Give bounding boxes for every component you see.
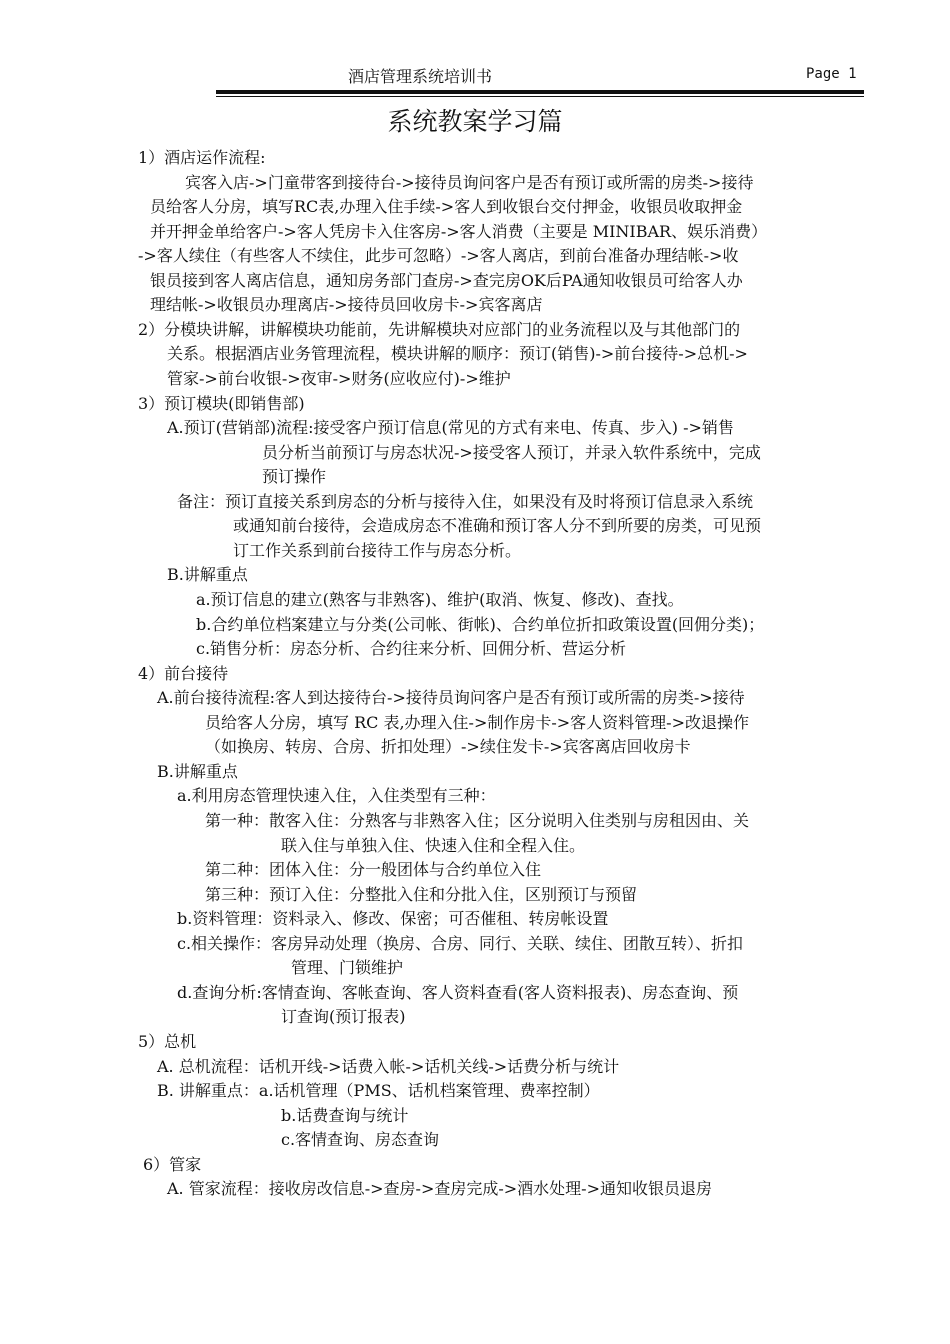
text-line: 2）分模块讲解，讲解模块功能前，先讲解模块对应部门的业务流程以及与其他部门的 xyxy=(138,320,741,339)
document-title: 系统教案学习篇 xyxy=(387,107,563,136)
text-line: 第一种：散客入住：分熟客与非熟客入住；区分说明入住类别与房租因由、关 xyxy=(205,811,750,830)
text-line: 并开押金单给客户->客人凭房卡入住客房->客人消费（主要是 MINIBAR、娱乐消费） xyxy=(150,222,768,241)
text-line: 关系。根据酒店业务管理流程，模块讲解的顺序：预订(销售)->前台接待->总机-> xyxy=(167,344,748,363)
text-line: 4）前台接待 xyxy=(138,664,229,683)
text-line: c.相关操作：客房异动处理（换房、合房、同行、关联、续住、团散互转）、折扣 xyxy=(177,934,744,953)
text-line: A.前台接待流程:客人到达接待台->接待员询问客户是否有预订或所需的房类->接待 xyxy=(157,688,745,707)
text-line: A. 管家流程：接收房改信息->查房->查房完成->酒水处理->通知收银员退房 xyxy=(167,1179,712,1198)
text-line: 宾客入店->门童带客到接待台->接待员询问客户是否有预订或所需的房类->接待 xyxy=(185,173,754,192)
text-line: A.预订(营销部)流程:接受客户预订信息(常见的方式有来电、传真、步入) ->销售 xyxy=(167,418,734,437)
text-line: 备注：预订直接关系到房态的分析与接待入住，如果没有及时将预订信息录入系统 xyxy=(177,492,754,511)
text-line: 或通知前台接待，会造成房态不准确和预订客人分不到所要的房类，可见预 xyxy=(233,516,762,535)
text-line: 理结帐->收银员办理离店->接待员回收房卡->宾客离店 xyxy=(150,295,543,314)
text-line: 第三种：预订入住：分整批入住和分批入住，区别预订与预留 xyxy=(205,885,638,904)
header-page-label: Page 1 xyxy=(806,66,857,82)
text-line: ->客人续住（有些客人不续住，此步可忽略）->客人离店，到前台准备办理结帐->收 xyxy=(138,246,739,265)
text-line: 管家->前台收银->夜审->财务(应收应付)->维护 xyxy=(167,369,511,388)
text-line: 联入住与单独入住、快速入住和全程入住。 xyxy=(281,836,586,855)
header-rule-thin xyxy=(216,96,864,97)
text-line: c.客情查询、房态查询 xyxy=(281,1130,440,1149)
text-line: A. 总机流程：话机开线->话费入帐->话机关线->话费分析与统计 xyxy=(157,1057,620,1076)
text-line: （如换房、转房、合房、折扣处理）->续住发卡->宾客离店回收房卡 xyxy=(205,737,691,756)
text-line: c.销售分析：房态分析、合约往来分析、回佣分析、营运分析 xyxy=(196,639,627,658)
text-line: b.合约单位档案建立与分类(公司帐、街帐)、合约单位折扣政策设置(回佣分类)； xyxy=(196,615,765,634)
text-line: 订工作关系到前台接待工作与房态分析。 xyxy=(233,541,522,560)
text-line: a.利用房态管理快速入住，入住类型有三种： xyxy=(177,786,496,805)
text-line: 预订操作 xyxy=(262,467,327,486)
header-title: 酒店管理系统培训书 xyxy=(348,67,493,86)
text-line: a.预订信息的建立(熟客与非熟客)、维护(取消、恢复、修改)、查找。 xyxy=(196,590,684,609)
text-line: b.话费查询与统计 xyxy=(281,1106,409,1125)
text-line: B.讲解重点 xyxy=(157,762,238,781)
text-line: 管理、门锁维护 xyxy=(291,958,404,977)
text-line: 6）管家 xyxy=(143,1155,202,1174)
text-line: 1）酒店运作流程: xyxy=(138,148,266,167)
text-line: 第二种：团体入住：分一般团体与合约单位入住 xyxy=(205,860,542,879)
text-line: 订查询(预订报表) xyxy=(281,1007,406,1026)
text-line: 员给客人分房，填写RC表,办理入住手续->客人到收银台交付押金，收银员收取押金 xyxy=(150,197,743,216)
text-line: 3）预订模块(即销售部) xyxy=(138,394,305,413)
text-line: d.查询分析:客情查询、客帐查询、客人资料查看(客人资料报表)、房态查询、预 xyxy=(177,983,739,1002)
text-line: B. 讲解重点：a.话机管理（PMS、话机档案管理、费率控制） xyxy=(157,1081,600,1100)
header-rule-thick xyxy=(216,90,864,94)
text-line: b.资料管理：资料录入、修改、保密；可否催租、转房帐设置 xyxy=(177,909,609,928)
text-line: 5）总机 xyxy=(138,1032,197,1051)
text-line: B.讲解重点 xyxy=(167,565,248,584)
text-line: 银员接到客人离店信息，通知房务部门查房->查完房OK后PA通知收银员可给客人办 xyxy=(150,271,743,290)
text-line: 员分析当前预订与房态状况->接受客人预订，并录入软件系统中，完成 xyxy=(262,443,761,462)
text-line: 员给客人分房，填写 RC 表,办理入住->制作房卡->客人资料管理->改退操作 xyxy=(205,713,749,732)
